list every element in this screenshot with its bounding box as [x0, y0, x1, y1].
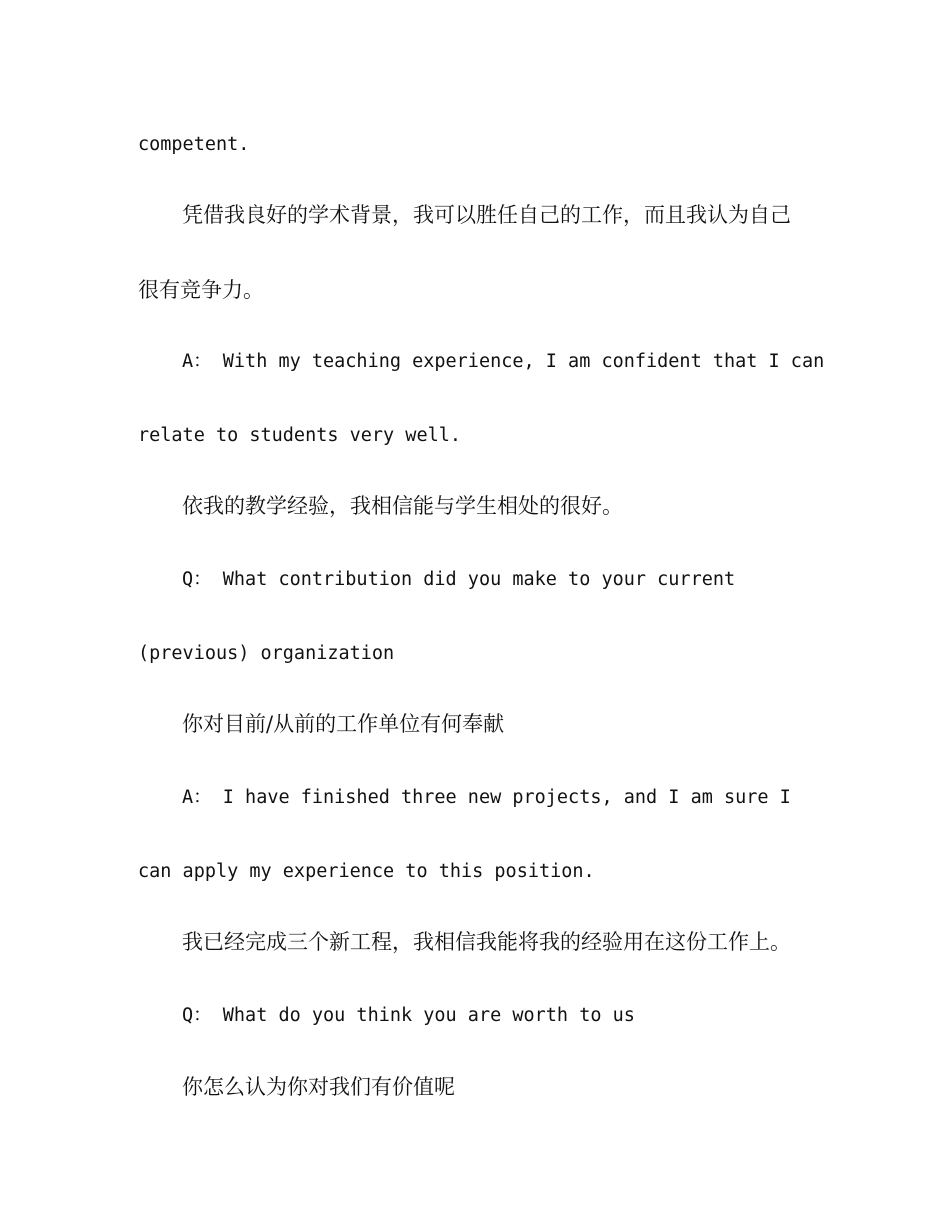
text-line-chinese: 你怎么认为你对我们有价值呢 [182, 1075, 455, 1099]
text-line-chinese: 我已经完成三个新工程，我相信我能将我的经验用在这份工作上。 [182, 930, 791, 954]
text-line-chinese: 凭借我良好的学术背景，我可以胜任自己的工作，而且我认为自己 [182, 203, 791, 227]
question-line: Q： What do you think you are worth to us [182, 1005, 635, 1026]
text-line-english: (previous) organization [138, 643, 395, 664]
text-line-english: relate to students very well. [138, 425, 462, 446]
question-line: Q： What contribution did you make to your current [182, 569, 736, 590]
text-line-english: can apply my experience to this position. [138, 861, 595, 882]
text-line-chinese: 依我的教学经验，我相信能与学生相处的很好。 [182, 494, 623, 518]
text-line-english: competent. [138, 134, 250, 155]
answer-line: A： With my teaching experience, I am confident that I can [182, 351, 825, 372]
text-line-chinese: 很有竞争力。 [138, 278, 264, 302]
answer-line: A： I have finished three new projects, and I am sure I [182, 787, 791, 808]
text-line-chinese: 你对目前/从前的工作单位有何奉献 [182, 712, 505, 736]
